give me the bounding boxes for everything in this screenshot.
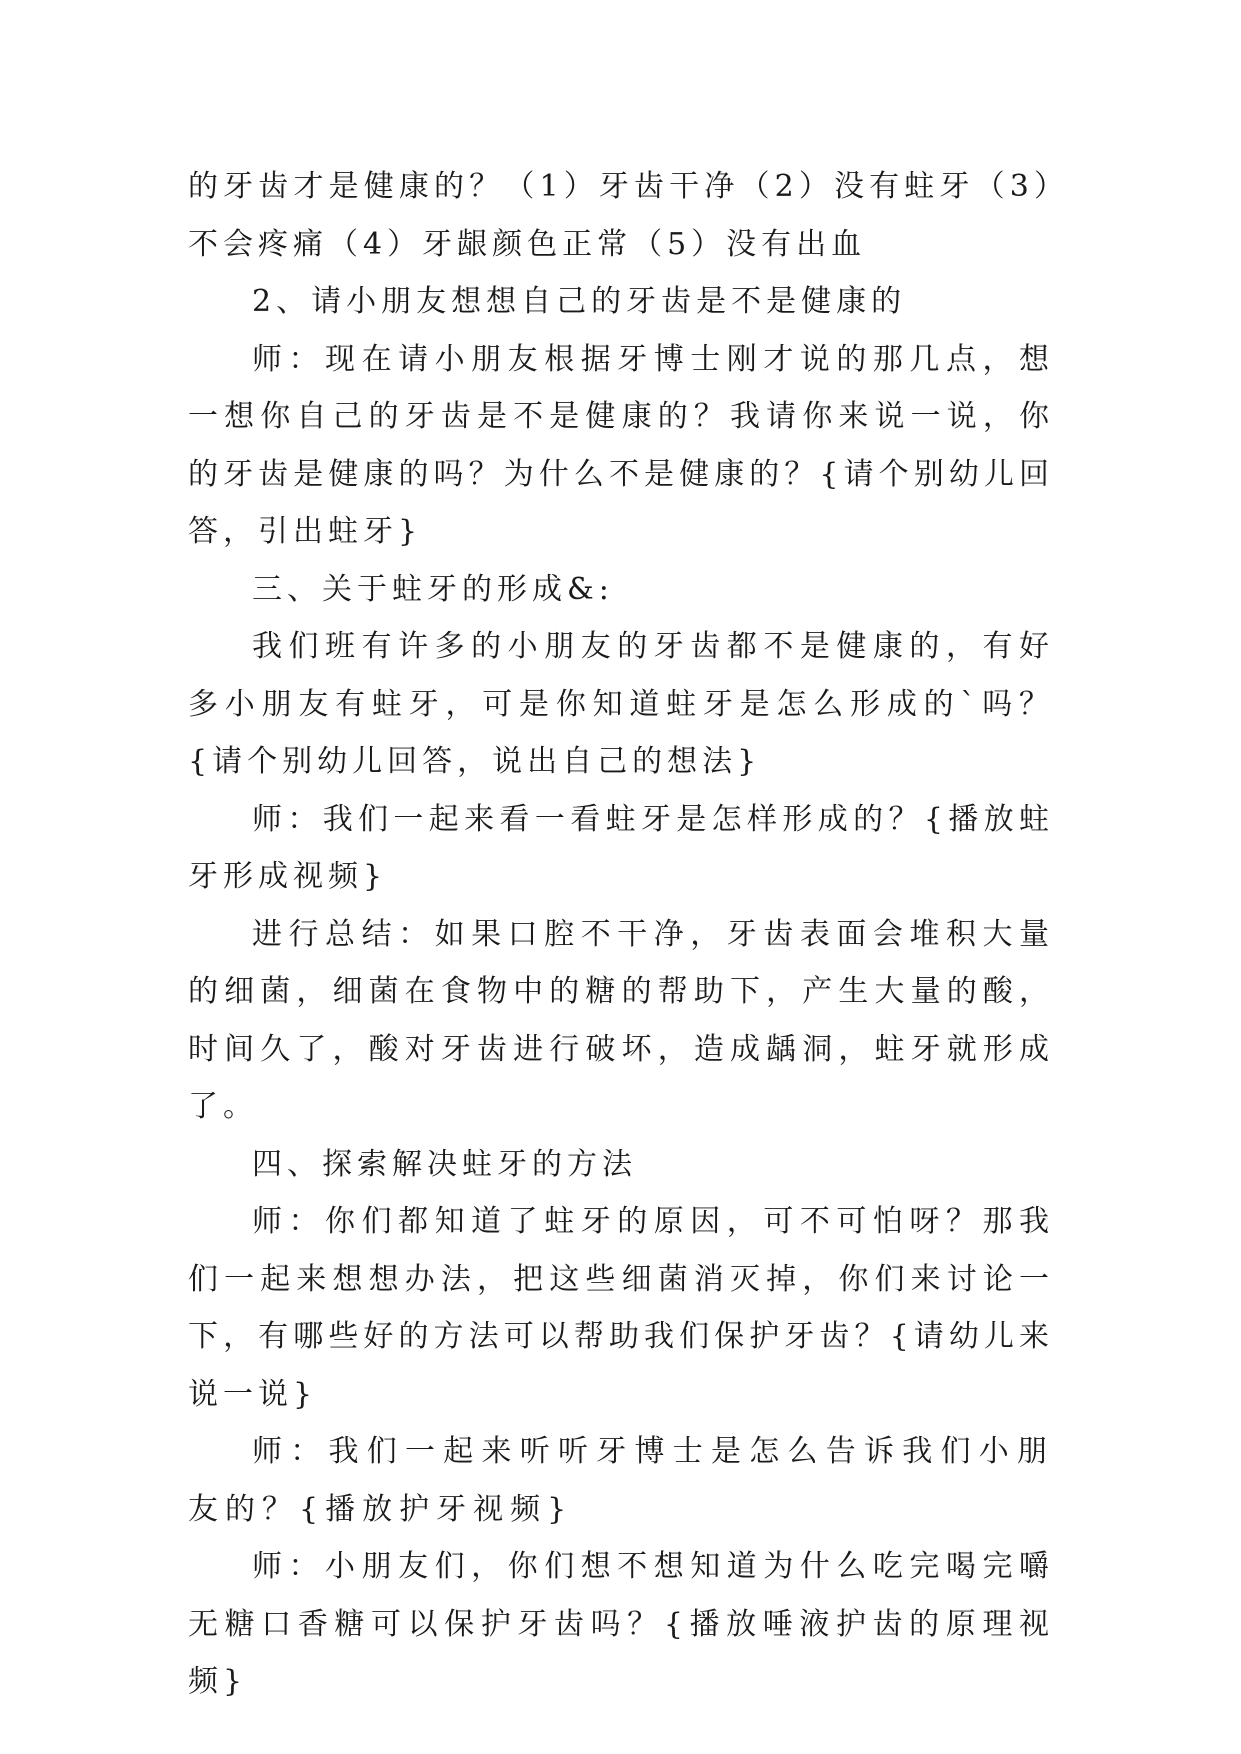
section-heading-4: 四、探索解决蛀牙的方法 xyxy=(252,1146,637,1182)
paragraph-9: 师：你们都知道了蛀牙的原因，可不可怕呀？那我们一起来想想办法，把这些细菌消灭掉，你们来讨论一下，有哪些好的方法可以帮助我们保护牙齿？{请幼儿来说一说} xyxy=(188,1204,1054,1412)
document-page xyxy=(188,158,1054,1711)
paragraph-5: 我们班有许多的小朋友的牙齿都不是健康的，有好多小朋友有蛀牙，可是你知道蛀牙是怎么形成的`吗？{请个别幼儿回答，说出自己的想法} xyxy=(188,629,1054,779)
paragraph-11: 师：小朋友们，你们想不想知道为什么吃完喝完嚼无糖口香糖可以保护牙齿吗？{播放唾液护齿的原理视频} xyxy=(188,1549,1054,1699)
paragraph-1: 的牙齿才是健康的？（1）牙齿干净（2）没有蛀牙（3）不会疼痛（4）牙龈颜色正常（5）没有出血 xyxy=(188,169,1054,262)
paragraph-3: 师：现在请小朋友根据牙博士刚才说的那几点，想一想你自己的牙齿是不是健康的？我请你来说一说，你的牙齿是健康的吗？为什么不是健康的？{请个别幼儿回答，引出蛀牙} xyxy=(188,341,1054,549)
paragraph-2: 2、请小朋友想想自己的牙齿是不是健康的 xyxy=(252,284,907,319)
paragraph-10: 师：我们一起来听听牙博士是怎么告诉我们小朋友的？{播放护牙视频} xyxy=(188,1434,1054,1527)
paragraph-7: 进行总结：如果口腔不干净，牙齿表面会堆积大量的细菌，细菌在食物中的糖的帮助下，产生大量的酸，时间久了，酸对牙齿进行破坏，造成龋洞，蛀牙就形成了。 xyxy=(188,916,1054,1124)
section-heading-3: 三、关于蛀牙的形成&: xyxy=(252,571,614,607)
paragraph-6: 师：我们一起来看一看蛀牙是怎样形成的？{播放蛀牙形成视频} xyxy=(188,801,1054,894)
